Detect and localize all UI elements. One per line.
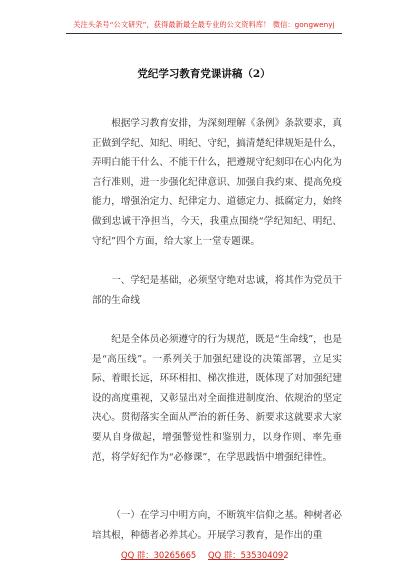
paragraph-body: 纪是全体员必须遵守的行为规范，既是“生命线”，也是是“高压线”。一系列关于加强纪建设的决策部署，立足实际、着眼长远，环环相扣、梯次推进，既体现了对加强纪建设的高度重视，又彰显出对全面推进制度治、依规治的坚定决心。贯彻落实全面从严治的新任务、新要求这就要求大家要从自身做起，增强警觉性和鉴别力，以身作则、率先垂范，将学好纪作为“必修课”，在学思践悟中增强纪律性。 [92,334,342,463]
footer-underline-2 [208,559,284,560]
header-divider [66,33,342,34]
qq-group-1: QQ 群：30265665 [121,550,197,560]
paragraph-section-heading: 一、学纪是基础，必须坚守绝对忠诚，将其作为党员干部的生命线 [92,275,342,306]
document-title: 党纪学习教育党课讲稿（2） [137,68,271,80]
qq-group-2: QQ 群：535304092 [208,550,289,560]
footer-underline-1 [121,559,190,560]
page-header: 关注头条号“公文研究”，获得最新最全最专业的公文资料库！ 微信：gongwenyj [73,20,335,29]
paragraph-subsection: （一）在学习中明方向，不断筑牢信仰之基。种树者必培其根，种德者必养其心。开展学习教育，是作出的重 [92,510,342,541]
paragraph-intro: 根据学习教育安排，为深刻理解《条例》条款要求，真正做到学纪、知纪、明纪、守纪，搞清楚纪律规矩是什么，弄明白能干什么、不能干什么，把遵规守纪刻印在心内化为言行准则，进一步强化纪律意识、加强自我约束、提高免疫能力，增强治定力、纪律定力、道德定力、抵腐定力，始终做到忠诚干净担当，今天，我重点围绕“学纪知纪、明纪、守纪”四个方面，给大家上一堂专题课。 [92,118,342,247]
